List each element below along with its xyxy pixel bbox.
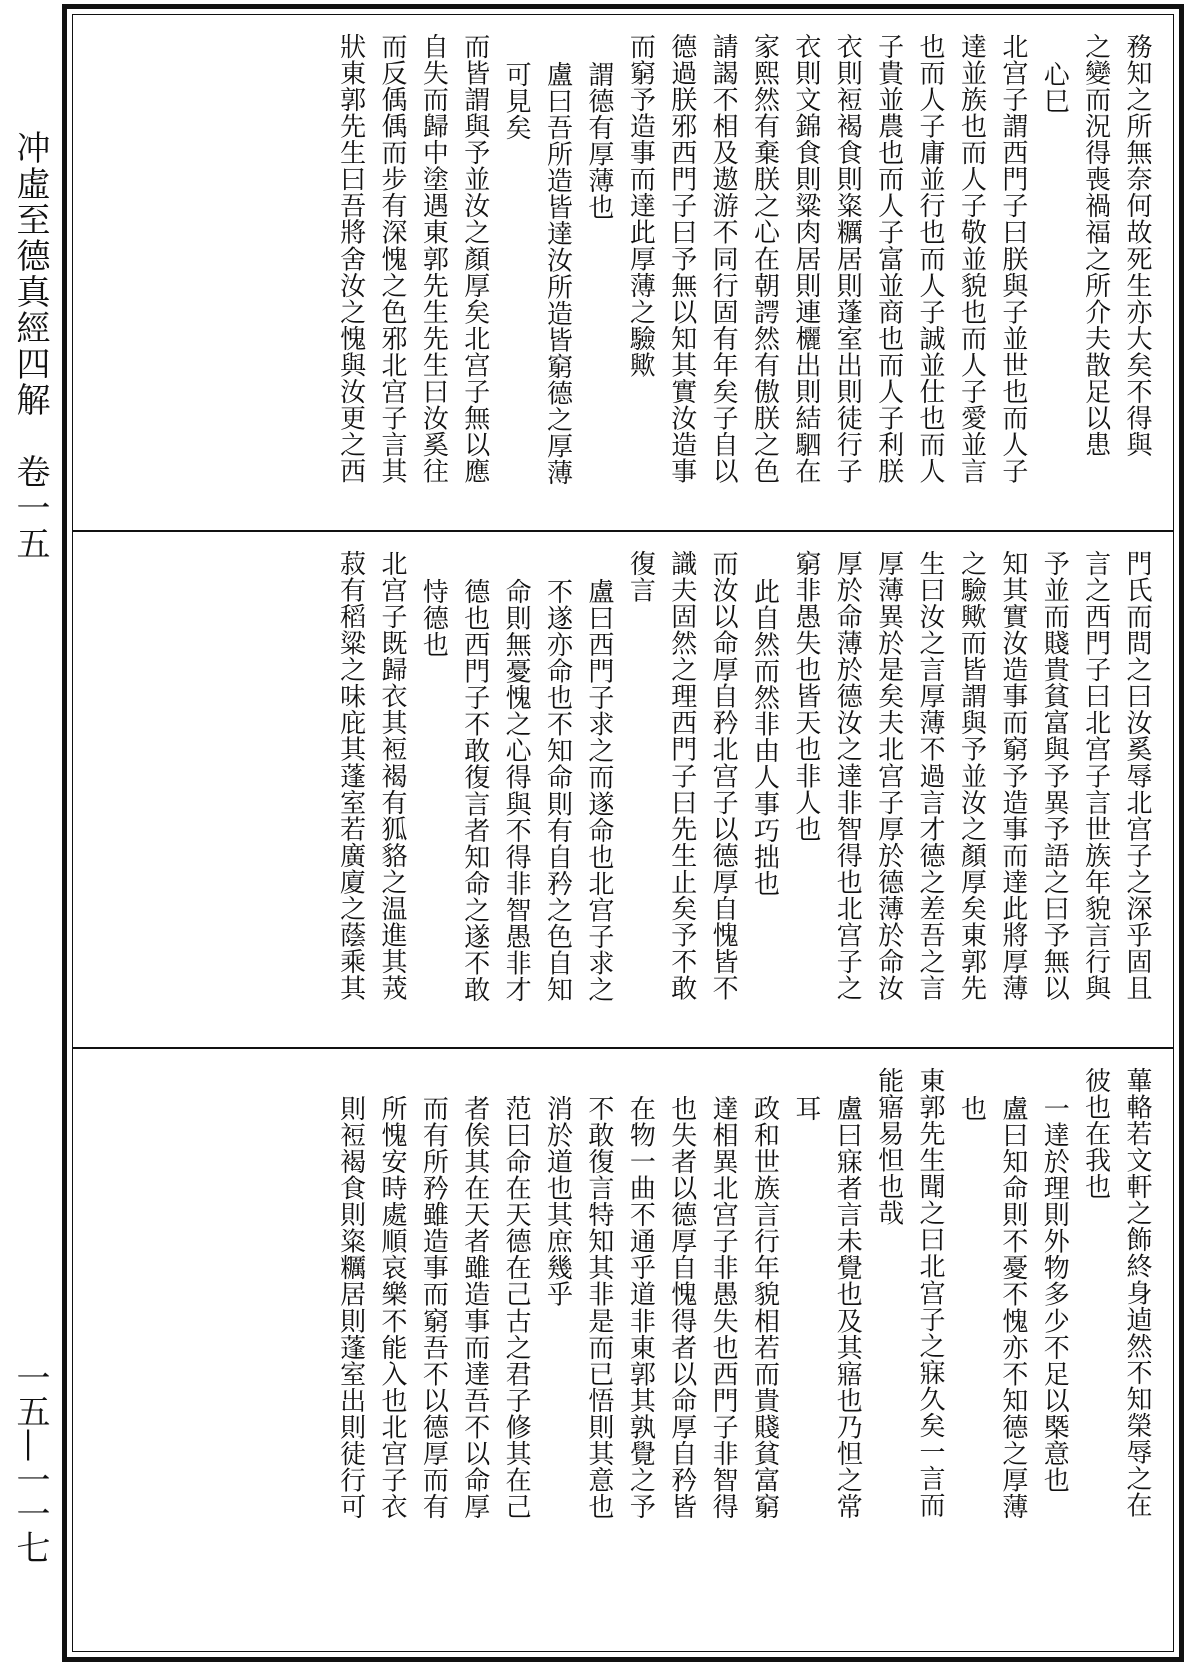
text-column: 厚於命薄於德汝之達非智得也北宫子之 [832,550,863,1002]
text-column: 盧曰知命則不憂不愧亦不知德之厚薄 [997,1095,1028,1520]
text-column: 能寤易怛也哉 [873,1067,904,1227]
text-column: 窮非愚失也皆天也非人也 [790,550,821,843]
text-column: 消於道也其庶幾乎 [542,1095,573,1308]
text-column: 也而人子庸並行也而人子誠並仕也而人 [915,33,946,485]
text-column: 者俟其在天者雖造事而達吾不以命厚 [459,1095,490,1520]
text-column: 不遂亦命也不知命則有自矜之色自知 [542,578,573,1003]
margin-book-title: 冲虛至德真經四解 卷一五 [10,130,50,562]
text-column: 生曰汝之言厚薄不過言才德之差吾之言 [915,550,946,1002]
text-column: 之變而況得喪禍福之所介夫㪚足以患 [1080,33,1111,458]
text-column: 菽有稻粱之味庇其蓬室若廣廈之蔭乘其 [335,550,366,1002]
text-column: 而反偊偊而步有深愧之色邪北宫子言其 [376,33,407,485]
text-column: 在物一曲不通乎道非東郭其孰覺之予 [625,1095,656,1520]
text-column: 也 [956,1095,987,1122]
text-band-middle [73,532,1173,1049]
text-column: 耳 [790,1095,821,1122]
text-column: 命則無憂愧之心得與不得非智愚非才 [501,578,532,1003]
text-column: 德也西門子不敢復言者知命之遂不敢 [459,578,490,1003]
text-column: 所愧安時處順哀樂不能入也北宫子衣 [376,1095,407,1520]
text-column: 家熙然有棄朕之心在朝諤然有傲朕之色 [749,33,780,485]
text-column: 達並族也而人子敬並貌也而人子愛並言 [956,33,987,485]
text-column: 請謁不相及遨游不同行固有年矣子自以 [708,33,739,485]
text-column: 識夫固然之理西門子曰先生止矣予不敢 [666,550,697,1002]
text-column: 彼也在我也 [1080,1067,1111,1200]
text-column: 盧曰吾所造皆達汝所造皆窮德之厚薄 [542,61,573,486]
text-column: 務知之所無奈何故死生亦大矣不得與 [1122,33,1152,458]
text-column: 也失者以德厚自愧得者以命厚自矜皆 [666,1095,697,1520]
inner-frame [72,14,1174,1652]
text-column: 北宫子謂西門子曰朕與子並世也而人子 [997,33,1028,485]
margin-page-number: 一五—一一七 [10,1360,50,1564]
text-column: 狀東郭先生曰吾將舍汝之愧與汝更之西 [335,33,366,485]
page-frame [62,4,1184,1662]
text-column: 之驗歟而皆謂與予並汝之顏厚矣東郭先 [956,550,987,1002]
text-column: 一達於理則外物多少不足以槩意也 [1039,1095,1070,1494]
text-column: 而有所矜雖造事而窮吾不以德厚而有 [418,1095,449,1520]
text-column: 而皆謂與予並汝之顏厚矣北宫子無以應 [459,33,490,485]
text-column: 而汝以命厚自矜北宫子以德厚自愧皆不 [708,550,739,1002]
text-column: 此自然而然非由人事巧拙也 [749,578,780,897]
text-column: 而窮予造事而達此厚薄之驗歟 [625,33,656,379]
column-group [103,33,1157,524]
text-column: 言之西門子曰北宫子言世族年貌言行與 [1080,550,1111,1002]
text-column: 心巳 [1039,61,1070,115]
text-column: 則裋褐食則粢糲居則蓬室出則徒行可 [335,1095,366,1520]
text-column: 范曰命在天德在己古之君子修其在己 [501,1095,532,1520]
text-column: 德過朕邪西門子曰予無以知其實汝造事 [666,33,697,485]
text-column: 盧曰寐者言未覺也及其寤也乃怛之常 [832,1095,863,1520]
text-column: 達相異北宫子非愚失也西門子非智得 [708,1095,739,1520]
text-column: 門氏而問之曰汝奚辱北宫子之深乎固且 [1122,550,1152,1002]
text-column: 恃德也 [418,578,449,658]
text-column: 衣則裋褐食則粢糲居則蓬室出則徒行子 [832,33,863,485]
text-column: 可見矣 [501,61,532,141]
text-column: 衣則文錦食則粱肉居則連欐出則結駟在 [790,33,821,485]
text-band-bottom [73,1049,1173,1651]
column-group [103,550,1157,1041]
text-column: 予並而賤貴貧富與予異予語之曰予無以 [1039,550,1070,1002]
text-band-top [73,15,1173,532]
text-column: 知其實汝造事而窮予造事而達此將厚薄 [997,550,1028,1002]
text-column: 不敢復言特知其非是而已悟則其意也 [583,1095,614,1520]
text-column: 子貴並農也而人子富並商也而人子利朕 [873,33,904,485]
text-column: 東郭先生聞之曰北宫子之寐久矣一言而 [915,1067,946,1519]
text-column: 謂德有厚薄也 [583,61,614,221]
text-column: 復言 [625,550,656,604]
text-column: 厚薄異於是矣夫北宫子厚於德薄於命汝 [873,550,904,1002]
text-column: 盧曰西門子求之而遂命也北宫子求之 [583,578,614,1003]
text-column: 自失而歸中塗遇東郭先生先生曰汝奚往 [418,33,449,485]
text-column: 蓽輅若文軒之飾終身逌然不知榮辱之在 [1122,1067,1152,1519]
column-group [103,1067,1157,1645]
text-column: 北宫子既歸衣其裋褐有狐貉之温進其茙 [376,550,407,1002]
text-column: 政和世族言行年貌相若而貴賤貧富窮 [749,1095,780,1520]
